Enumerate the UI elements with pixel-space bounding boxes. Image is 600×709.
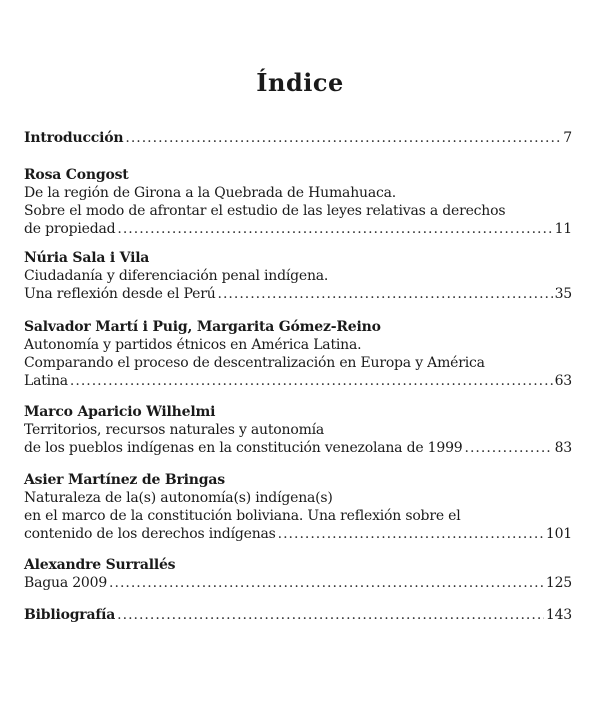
toc-entry-section[interactable] [24,471,572,543]
toc-page-number: 143 [545,607,572,623]
toc-label: Bibliografía [24,607,116,623]
toc-page-number: 7 [563,130,572,146]
toc-title-line: en el marco de la constitución boliviana. Una reflexión sobre el [24,508,461,524]
toc-label: Introducción [24,130,124,146]
toc-entry-introduction[interactable] [24,129,572,147]
toc-title-line: Comparando el proceso de descentralización en Europa y América [24,355,485,371]
toc-title-line: Ciudadanía y diferenciación penal indígena. [24,268,329,284]
toc-page-number: 35 [554,286,572,302]
toc-title-line: Latina [24,373,68,389]
toc-author: Rosa Congost [24,167,129,183]
toc-title-line: Una reflexión desde el Perú [24,286,216,302]
dot-leader [218,285,553,303]
dot-leader [125,129,561,147]
dot-leader [465,439,553,457]
toc-author: Alexandre Surrallés [24,557,176,573]
toc-entry-bibliography[interactable] [24,606,572,624]
toc-title-line: Autonomía y partidos étnicos en América Latina. [24,337,362,353]
toc-title-line: De la región de Girona a la Quebrada de Humahuaca. [24,185,397,201]
toc-entry-section[interactable] [24,318,572,390]
toc-author: Asier Martínez de Bringas [24,472,225,488]
toc-title-line: de propiedad [24,221,116,237]
toc-entry-section[interactable] [24,556,572,592]
toc-title-line: de los pueblos indígenas en la constitución venezolana de 1999 [24,440,463,456]
toc-page-number: 11 [554,221,572,237]
dot-leader [278,525,544,543]
toc-title-line: Naturaleza de la(s) autonomía(s) indígena(s) [24,490,333,506]
toc-entry-section[interactable] [24,403,572,457]
toc-page-number: 83 [554,440,572,456]
toc-page-number: 125 [545,575,572,591]
toc-entry-section[interactable] [24,166,572,238]
toc-author: Salvador Martí i Puig, Margarita Gómez-Reino [24,319,381,335]
toc-page-number: 63 [554,373,572,389]
toc-title-line: Sobre el modo de afrontar el estudio de las leyes relativas a derechos [24,203,506,219]
toc-title-line: contenido de los derechos indígenas [24,526,276,542]
toc-entry-section[interactable] [24,249,572,303]
dot-leader [117,220,552,238]
toc-author: Núria Sala i Vila [24,250,150,266]
dot-leader [117,606,544,624]
toc-page-number: 101 [545,526,572,542]
toc-title-line: Bagua 2009 [24,575,108,591]
dot-leader [109,574,544,592]
index-title: Índice [256,68,344,97]
dot-leader [70,372,553,390]
toc-title-line: Territorios, recursos naturales y autonomía [24,422,325,438]
toc-author: Marco Aparicio Wilhelmi [24,404,216,420]
